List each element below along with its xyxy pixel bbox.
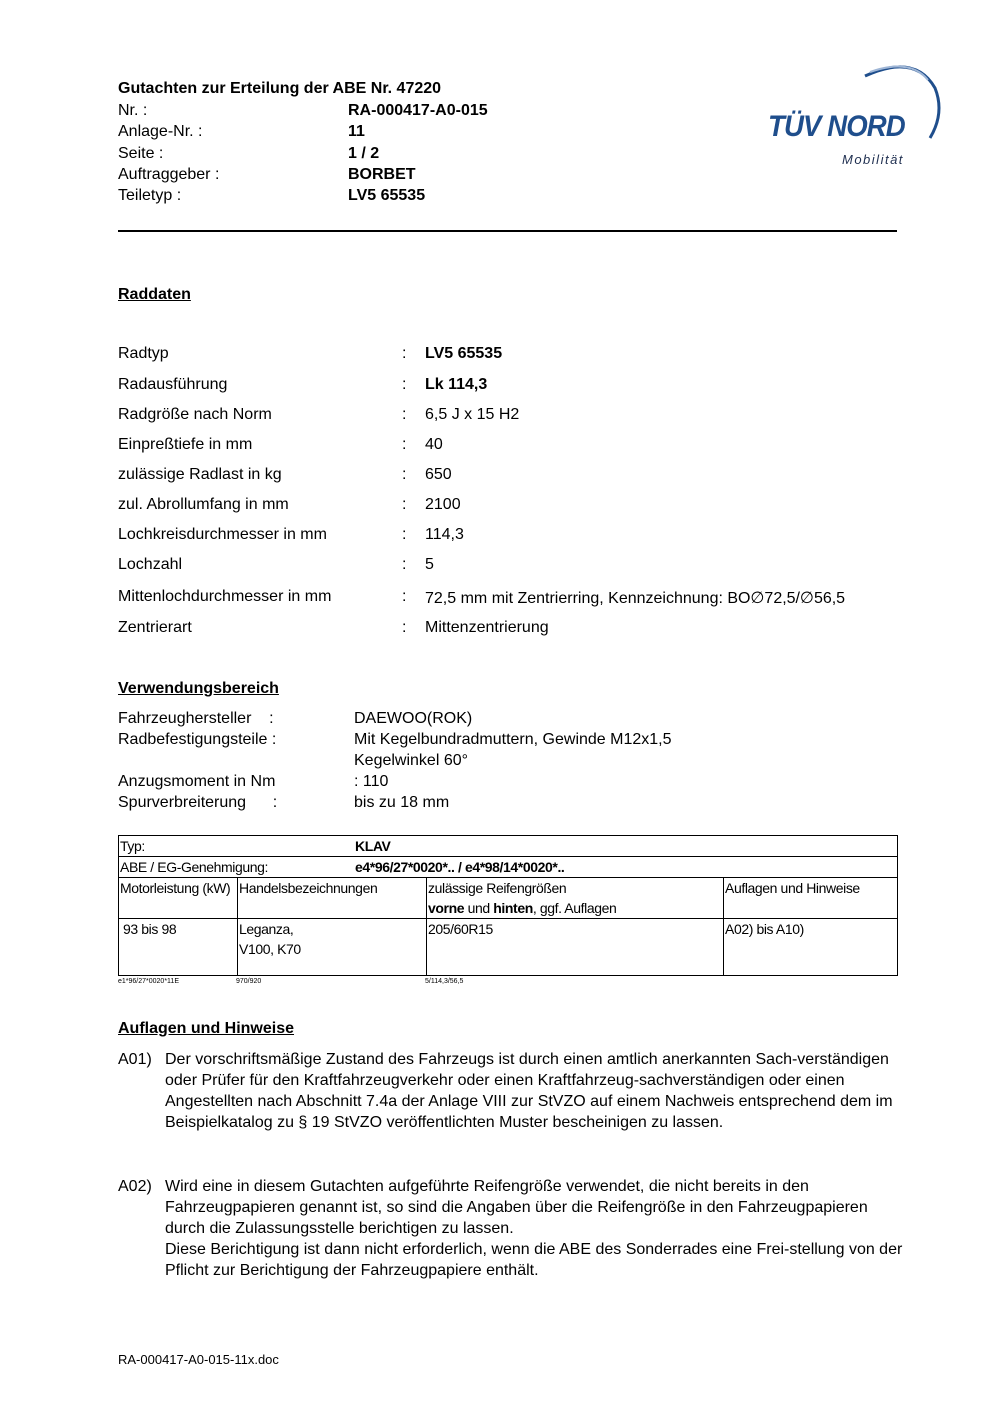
reifen-header-und: und <box>464 900 494 916</box>
footnote-weights: 970/920 <box>236 978 262 985</box>
section-heading-verwendungsbereich: Verwendungsbereich <box>118 680 279 697</box>
header-value: 1 / 2 <box>348 145 380 162</box>
wheel-data-value: 114,3 <box>425 526 464 543</box>
reifen-header-hinten: hinten <box>493 900 533 916</box>
usage-row <box>118 752 918 773</box>
section-heading-auflagen: Auflagen und Hinweise <box>118 1020 295 1037</box>
wheel-data-value: 6,5 J x 15 H2 <box>425 406 520 423</box>
abe-value: e4*96/27*0020*.. / e4*98/14*0020*.. <box>355 859 565 875</box>
wheel-data-label: Radausführung <box>118 376 228 393</box>
header-row-teiletyp <box>118 187 618 208</box>
note-text-block <box>165 1176 910 1281</box>
footnote-bolt-pattern: 5/114,3/56,5 <box>425 978 464 985</box>
usage-value: bis zu 18 mm <box>354 794 450 811</box>
footnote-ec-number: e1*96/27*0020*11E <box>118 978 179 985</box>
note-number: A01) <box>118 1051 152 1068</box>
header-divider <box>118 230 897 232</box>
wheel-data-label: zul. Abrollumfang in mm <box>118 496 289 513</box>
wheel-data-value: LV5 65535 <box>425 345 503 362</box>
header-motorleistung: Motorleistung (kW) <box>119 878 238 919</box>
cell-motorleistung: 93 bis 98 <box>119 919 238 976</box>
typ-value: KLAV <box>355 838 391 854</box>
wheel-data-value: Mittenzentrierung <box>425 619 549 636</box>
wheel-data-label: Radtyp <box>118 345 169 362</box>
wheel-data-value: 650 <box>425 466 452 483</box>
wheel-data-label: Zentrierart <box>118 619 192 636</box>
usage-row <box>118 710 918 731</box>
reifen-header-rest: , ggf. Auflagen <box>532 900 617 916</box>
note-a01 <box>118 1049 908 1159</box>
section-heading-raddaten: Raddaten <box>118 286 191 303</box>
document-title: Gutachten zur Erteilung der ABE Nr. 47220 <box>118 80 442 97</box>
usage-label: Spurverbreiterung : <box>118 794 278 811</box>
usage-label: Anzugsmoment in Nm <box>118 773 276 790</box>
handel-line1: Leganza, <box>239 921 294 937</box>
table-header-row <box>119 878 898 919</box>
wheel-data-value: 2100 <box>425 496 461 513</box>
header-row-nr <box>118 102 618 123</box>
wheel-data-row <box>118 526 918 548</box>
usage-row <box>118 794 918 815</box>
colon: : <box>402 406 407 423</box>
header-row-auftraggeber <box>118 166 618 187</box>
wheel-data-label: Lochkreisdurchmesser in mm <box>118 526 327 543</box>
colon: : <box>402 376 407 393</box>
abe-label: ABE / EG-Genehmigung: <box>120 859 269 875</box>
usage-value: Kegelwinkel 60° <box>354 752 469 769</box>
logo-wordmark: TÜV NORD <box>768 110 905 143</box>
usage-label: Fahrzeughersteller : <box>118 710 274 727</box>
header-row-anlage <box>118 123 618 144</box>
colon: : <box>402 436 407 453</box>
usage-label: Radbefestigungsteile : <box>118 731 277 748</box>
wheel-data-label: Mittenlochdurchmesser in mm <box>118 588 332 605</box>
cell-auflagen: A02) bis A10) <box>724 919 898 976</box>
header-row-seite <box>118 145 618 166</box>
table-row-typ <box>119 836 898 857</box>
wheel-data-row <box>118 619 918 641</box>
colon: : <box>402 619 407 636</box>
wheel-data-row <box>118 406 918 428</box>
colon: : <box>402 526 407 543</box>
header-label: Auftraggeber : <box>118 166 220 183</box>
note-text: Wird eine in diesem Gutachten aufgeführte Reifengröße verwendet, die nicht bereits in den Fahrzeugpapieren genannt ist, so sind die Angaben über die Reifengröße in den Fahrzeugpapieren durch die Zulassungsstelle berichtigen zu lassen. <box>165 1178 868 1237</box>
usage-value: DAEWOO(ROK) <box>354 710 473 727</box>
wheel-data-value: 72,5 mm mit Zentrierring, Kennzeichnung: BO∅72,5/∅56,5 <box>425 590 846 607</box>
wheel-data-value: Lk 114,3 <box>425 376 488 393</box>
header-auflagen: Auflagen und Hinweise <box>724 878 898 919</box>
usage-value: : 110 <box>354 773 389 790</box>
wheel-data-value: 40 <box>425 436 443 453</box>
note-text: Der vorschriftsmäßige Zustand des Fahrzeugs ist durch einen amtlich anerkannten Sach-verständigen oder Prüfer für den Kraftfahrzeugverkehr oder einen Kraftfahrzeug-sachverständigen oder einen Angestellten nach Abschnitt 7.4a der Anlage VIII zur StVZO auf einem Nachweis entsprechend dem im Beispielkatalog zu § 19 StVZO veröffentlichten Muster bescheinigen zu lassen. <box>165 1051 893 1131</box>
note-a02 <box>118 1176 908 1286</box>
wheel-data-row <box>118 496 918 518</box>
wheel-data-row <box>118 436 918 458</box>
wheel-data-label: Lochzahl <box>118 556 183 573</box>
footer-filename: RA-000417-A0-015-11x.doc <box>118 1352 279 1367</box>
colon: : <box>402 588 407 605</box>
wheel-data-label: Einpreßtiefe in mm <box>118 436 253 453</box>
header-value: LV5 65535 <box>348 187 426 204</box>
note-text-continued: Diese Berichtigung ist dann nicht erforderlich, wenn die ABE des Sonderrades eine Frei-stellung von der Pflicht zur Berichtigung der Fahrzeugpapiere enthält. <box>165 1241 903 1279</box>
wheel-data-row <box>118 376 918 398</box>
wheel-data-row <box>118 556 918 578</box>
header-label: Nr. : <box>118 102 148 119</box>
abe-cell <box>119 857 898 878</box>
typ-cell <box>119 836 898 857</box>
wheel-data-row <box>118 588 918 610</box>
wheel-data-label: zulässige Radlast in kg <box>118 466 282 483</box>
reifen-header-line1: zulässige Reifengrößen <box>428 880 567 896</box>
colon: : <box>402 466 407 483</box>
header-label: Seite : <box>118 145 164 162</box>
header-value: RA-000417-A0-015 <box>348 102 488 119</box>
handel-line2: V100, K70 <box>239 941 301 957</box>
note-number: A02) <box>118 1178 152 1195</box>
header-value: 11 <box>348 123 365 140</box>
header-reifengroessen <box>427 878 724 919</box>
wheel-data-value: 5 <box>425 556 434 573</box>
tuev-nord-logo <box>765 58 945 173</box>
header-handelsbezeichnungen: Handelsbezeichnungen <box>238 878 427 919</box>
header-label: Anlage-Nr. : <box>118 123 203 140</box>
header-value: BORBET <box>348 166 416 183</box>
colon: : <box>402 556 407 573</box>
cell-reifengroessen: 205/60R15 <box>427 919 724 976</box>
colon: : <box>402 345 407 362</box>
cell-handelsbezeichnungen <box>238 919 427 976</box>
usage-row <box>118 731 918 752</box>
reifen-header-vorne: vorne <box>428 900 465 916</box>
usage-value: Mit Kegelbundradmuttern, Gewinde M12x1,5 <box>354 731 672 748</box>
colon: : <box>402 496 407 513</box>
table-row <box>119 919 898 976</box>
usage-row <box>118 773 918 794</box>
approval-table <box>118 835 898 976</box>
wheel-data-label: Radgröße nach Norm <box>118 406 272 423</box>
logo-subtitle: Mobilität <box>842 152 904 167</box>
wheel-data-row <box>118 345 918 367</box>
header-label: Teiletyp : <box>118 187 182 204</box>
table-row-abe <box>119 857 898 878</box>
typ-label: Typ: <box>120 838 145 854</box>
wheel-data-row <box>118 466 918 488</box>
